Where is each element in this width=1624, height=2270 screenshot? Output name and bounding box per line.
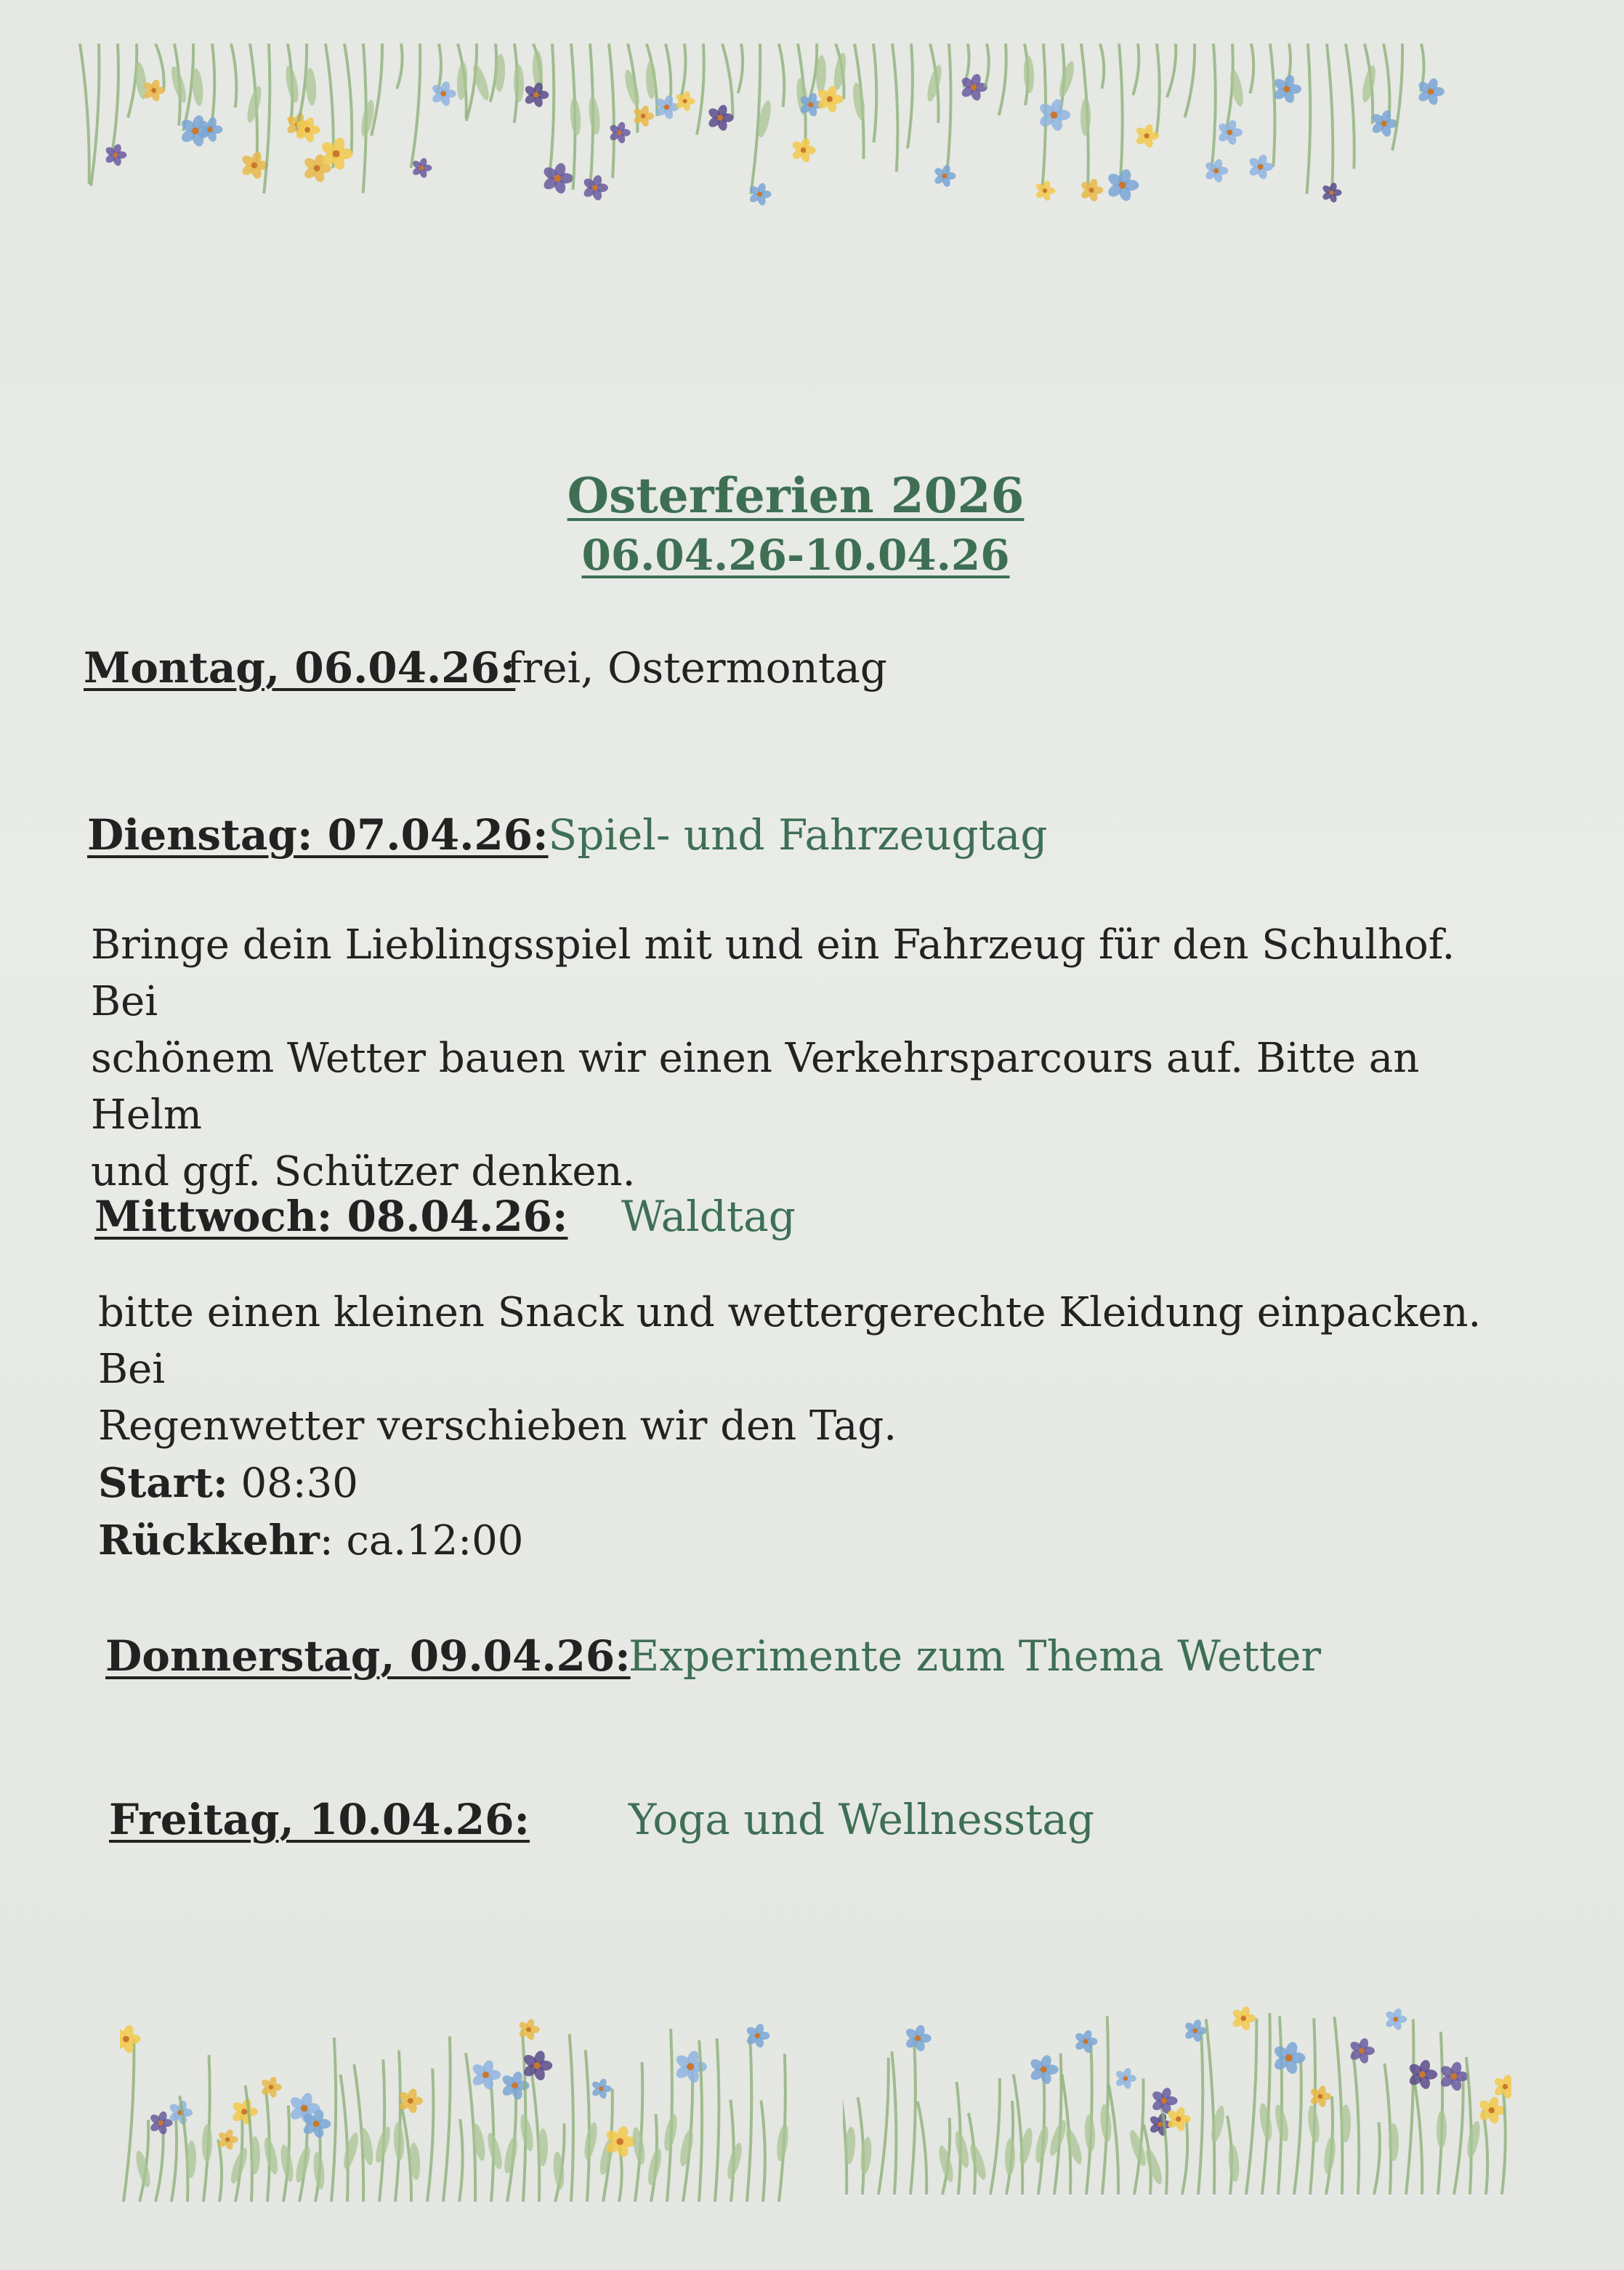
stem (667, 2029, 672, 2202)
flower-icon (1080, 178, 1103, 203)
flower-icon (745, 2023, 769, 2049)
leaf-icon (341, 2131, 361, 2170)
stem (1250, 44, 1253, 94)
stem (1392, 44, 1402, 150)
flower-icon (1493, 2074, 1511, 2100)
stem (1483, 2110, 1487, 2194)
stem (1185, 44, 1195, 118)
stem (427, 2069, 433, 2202)
stem (892, 2051, 896, 2194)
stem (331, 2037, 336, 2202)
leaf-icon (502, 2136, 520, 2175)
stem (1413, 2075, 1422, 2194)
stem (892, 44, 897, 171)
flower-icon (707, 104, 734, 132)
leaf-icon (278, 2144, 296, 2183)
flower-icon (1106, 168, 1139, 203)
leaf-icon (514, 64, 525, 102)
day-monday-activity: frei, Ostermontag (506, 643, 887, 692)
flower-icon (1074, 2029, 1098, 2053)
leaf-icon (1258, 2102, 1274, 2141)
stem (1502, 2087, 1506, 2194)
stem (171, 2112, 177, 2202)
flower-icon (1272, 73, 1301, 104)
leaf-icon (1004, 2138, 1015, 2176)
stem (397, 44, 402, 89)
leaf-icon (1322, 2136, 1338, 2174)
flower-icon (591, 2077, 612, 2099)
stem (878, 2058, 889, 2194)
stem (1156, 44, 1159, 136)
leaf-icon (244, 85, 264, 124)
leaf-icon (678, 2128, 696, 2168)
leaf-icon (134, 2149, 153, 2189)
stem (344, 44, 352, 154)
stem (1100, 44, 1104, 89)
stem (443, 2036, 451, 2202)
day-wednesday-description (98, 1285, 1537, 1570)
day-monday (84, 643, 887, 692)
flower-icon (1135, 124, 1159, 149)
stem (715, 2038, 719, 2202)
stem (738, 44, 743, 93)
stem (371, 44, 382, 136)
leaf-icon (312, 2152, 326, 2190)
stem (1133, 44, 1139, 95)
stem (697, 44, 704, 134)
leaf-icon (662, 2113, 679, 2152)
day-tuesday-activity: Spiel- und Fahrzeugtag (548, 810, 1048, 860)
flower-icon (1029, 2053, 1059, 2085)
day-tuesday-description (91, 917, 1530, 1200)
stem (466, 44, 477, 121)
leaf-icon (645, 2147, 664, 2186)
day-friday-activity: Yoga und Wellnesstag (629, 1795, 1095, 1844)
flower-icon (1370, 109, 1398, 138)
description-line: schönem Wetter bauen wir einen Verkehrsparcours auf. Bitte an Helm (91, 1035, 1420, 1139)
stem (112, 44, 118, 155)
leaf-icon (851, 82, 867, 121)
stem (1246, 2019, 1256, 2194)
stem (910, 2038, 916, 2194)
return-value: : ca.12:00 (319, 1517, 524, 1564)
flower-icon (1038, 98, 1070, 133)
leaf-icon (1465, 2120, 1482, 2159)
day-friday-label: Freitag, 10.04.26: (109, 1795, 530, 1844)
flower-icon (1231, 2006, 1256, 2032)
start-time (98, 1455, 1537, 1512)
flower-icon (523, 81, 549, 108)
flower-icon (1217, 119, 1243, 146)
leaf-icon (775, 2123, 790, 2162)
stem (1014, 2075, 1022, 2194)
stem (751, 44, 760, 194)
wildflower-garland-bottom-left (120, 2018, 791, 2202)
stem (1466, 2057, 1471, 2194)
leaf-icon (1272, 2104, 1290, 2143)
leaf-icon (485, 2131, 504, 2170)
day-wednesday-activity: Waldtag (621, 1192, 796, 1241)
page-title: Osterferien 2026 (567, 467, 1025, 524)
leaf-icon (202, 2124, 213, 2162)
flower-icon (582, 174, 608, 201)
stem (947, 44, 951, 176)
leaf-icon (953, 2130, 971, 2169)
leaf-icon (1084, 2114, 1096, 2152)
stem (1109, 2085, 1118, 2194)
return-label: Rückkehr (98, 1516, 320, 1564)
flower-icon (518, 2018, 540, 2041)
day-wednesday-label: Mittwoch: 08.04.26: (94, 1192, 568, 1241)
stem (1406, 2019, 1413, 2194)
leaf-icon (569, 97, 582, 136)
flower-icon (241, 150, 269, 180)
start-label: Start: (98, 1459, 228, 1507)
flower-icon (1349, 2037, 1375, 2064)
day-friday (109, 1795, 1095, 1844)
return-time (98, 1512, 1537, 1570)
flower-icon (1035, 180, 1056, 202)
floral-border-bottom-right (843, 1998, 1511, 2202)
stem (570, 2034, 573, 2202)
stem (1353, 2051, 1359, 2194)
stem (155, 2123, 163, 2202)
stem (1327, 44, 1333, 193)
day-wednesday (94, 1192, 796, 1241)
stem (549, 44, 554, 178)
date-range: 06.04.26-10.04.26 (581, 530, 1010, 580)
leaf-icon (250, 2136, 260, 2174)
stem (990, 2078, 1000, 2194)
stem (873, 44, 876, 142)
stem (264, 44, 270, 193)
stem (218, 2140, 222, 2202)
stem (1294, 2058, 1301, 2194)
leaf-icon (631, 2126, 647, 2165)
leaf-icon (283, 65, 301, 104)
leaf-icon (582, 2122, 599, 2161)
flower-icon (471, 2059, 501, 2091)
leaf-icon (1099, 2104, 1113, 2142)
wildflower-garland-top (80, 44, 1445, 206)
flower-icon (1115, 2067, 1136, 2090)
stem (1198, 2031, 1203, 2194)
flower-icon (1248, 153, 1273, 180)
stem (985, 44, 988, 87)
wildflower-garland-bottom-right (843, 2006, 1511, 2194)
stem (609, 44, 614, 178)
stem (1454, 2077, 1463, 2194)
leaf-icon (645, 61, 656, 99)
flower-icon (1478, 2096, 1506, 2125)
stem (761, 2101, 764, 2202)
leaf-icon (967, 2142, 989, 2181)
leaf-icon (860, 2136, 873, 2175)
stem (124, 2039, 134, 2202)
stem (411, 44, 421, 168)
flower-icon (231, 2098, 258, 2126)
day-thursday-label: Donnerstag, 09.04.26: (105, 1631, 631, 1681)
flower-icon (522, 2049, 552, 2081)
stem (1306, 44, 1310, 194)
flower-icon (791, 137, 815, 163)
leaf-icon (518, 2113, 536, 2152)
stem (183, 44, 193, 131)
leaf-icon (1057, 60, 1077, 99)
stem (1346, 44, 1354, 169)
leaf-icon (1227, 2144, 1240, 2182)
leaf-icon (262, 2136, 280, 2176)
flower-icon (608, 121, 630, 145)
stem (80, 44, 89, 184)
day-tuesday (87, 810, 1047, 860)
flower-icon (411, 157, 432, 179)
floral-border-top (73, 44, 1446, 225)
flower-icon (1309, 2085, 1331, 2108)
leaf-icon (622, 68, 642, 108)
description-line: Regenwetter verschieben wir den Tag. (98, 1402, 897, 1450)
leaf-icon (1360, 64, 1378, 103)
stem (1270, 44, 1274, 167)
flower-icon (904, 2024, 932, 2052)
leaf-icon (832, 52, 848, 91)
stem (1119, 44, 1123, 185)
stem (918, 2101, 926, 2194)
day-tuesday-label: Dienstag: 07.04.26: (87, 810, 549, 860)
leaf-icon (1063, 2127, 1085, 2166)
stem (231, 44, 236, 108)
leaf-icon (925, 64, 945, 103)
description-line: Bringe dein Lieblingsspiel mit und ein Fahrzeug für den Schulhof. Bei (91, 921, 1455, 1025)
flower-icon (632, 105, 654, 128)
day-thursday (105, 1631, 1322, 1681)
flower-icon (1204, 158, 1228, 184)
leaf-icon (1033, 2125, 1051, 2164)
stem (699, 2040, 702, 2202)
day-monday-label: Montag, 06.04.26: (84, 643, 516, 692)
leaf-icon (393, 2122, 405, 2160)
stem (999, 44, 1006, 116)
stem (908, 44, 913, 148)
stem (779, 44, 784, 107)
description-line: und ggf. Schützer denken. (91, 1148, 636, 1195)
stem (843, 2072, 847, 2194)
stem (1374, 2122, 1380, 2194)
leaf-icon (1209, 2105, 1227, 2144)
day-thursday-activity: Experimente zum Thema Wetter (629, 1631, 1322, 1681)
flower-icon (120, 2024, 140, 2054)
leaf-icon (587, 97, 602, 135)
stem (1211, 44, 1215, 171)
stem (680, 44, 686, 101)
stem (459, 2119, 463, 2202)
flower-icon (1150, 2087, 1177, 2115)
leaf-icon (936, 2144, 956, 2184)
flower-icon (431, 80, 456, 107)
stem (91, 44, 99, 186)
stem (586, 2050, 589, 2202)
title-block (0, 465, 1591, 584)
flower-icon (541, 161, 573, 195)
stem (341, 2075, 348, 2202)
flower-icon (1384, 2008, 1407, 2032)
flower-icon (104, 143, 126, 167)
stem (747, 2036, 751, 2202)
flower-icon (1321, 182, 1341, 203)
leaf-icon (532, 50, 544, 88)
floral-border-bottom-left (120, 2006, 796, 2209)
flower-icon (260, 2076, 282, 2099)
flower-icon (149, 2110, 173, 2135)
flower-icon (1184, 2019, 1207, 2043)
flower-icon (933, 164, 956, 188)
leaf-icon (1143, 2147, 1166, 2186)
start-value: 08:30 (227, 1460, 358, 1507)
stem (1167, 44, 1176, 97)
leaf-icon (1437, 2110, 1447, 2148)
stem (1206, 2019, 1215, 2194)
stem (211, 44, 214, 129)
stem (1334, 2017, 1342, 2194)
stem (128, 44, 137, 118)
leaf-icon (1023, 55, 1035, 94)
description-line: bitte einen kleinen Snack und wettergerechte Kleidung einpacken. Bei (98, 1289, 1482, 1393)
leaf-icon (1306, 2104, 1321, 2143)
